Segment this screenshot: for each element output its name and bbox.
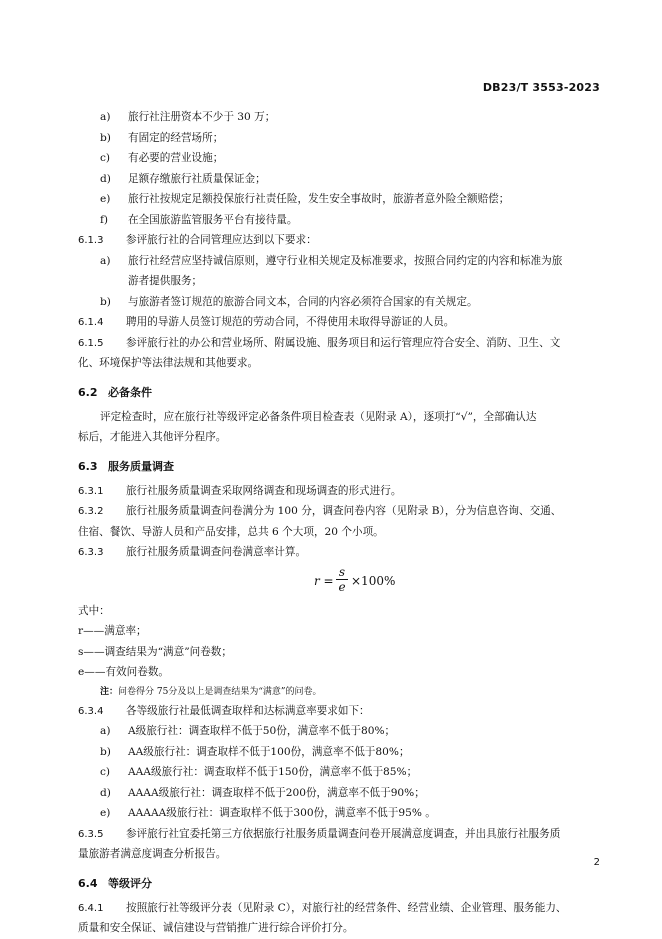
where-item: e——有效问卷数。: [78, 666, 170, 678]
list-item: [78, 251, 604, 272]
item-text: 足额存缴旅行社质量保证金；: [128, 172, 266, 185]
formula-numerator: s: [336, 565, 348, 580]
clause-continuation: 化、环境保护等法律法规和其他要求。: [78, 357, 259, 369]
clause-6-1-3: [78, 230, 604, 251]
where-label: 式中：: [78, 604, 110, 617]
clause-number: 6.1.4: [78, 317, 104, 328]
note-text: 问卷得分 75分及以上是调查结果为“满意”的问卷。: [118, 686, 322, 697]
list-item: [78, 148, 604, 169]
formula-rhs: ×100%: [351, 573, 396, 588]
list-item: [78, 783, 604, 804]
formula-denominator: e: [338, 579, 346, 594]
paragraph-line: 标后，才能进入其他评分程序。: [78, 431, 227, 443]
list-item: [78, 107, 604, 128]
item-mark: a): [100, 725, 111, 737]
item-text: AAA级旅行社：调查取样不低于150份，满意率不低于85%；: [128, 766, 418, 778]
clause-continuation: 质量和安全保证、诚信建设与营销推广进行综合评价打分。: [78, 922, 354, 934]
item-text: 旅行社注册资本不少于 30 万；: [128, 111, 276, 123]
clause-6-1-5: [78, 333, 604, 354]
list-item: [78, 742, 604, 763]
clause-number: 6.3.4: [78, 705, 104, 717]
section-heading-6-2: [78, 379, 604, 407]
section-title: 等级评分: [108, 876, 152, 890]
paragraph-line: 评定检查时，应在旅行社等级评定必备条件项目检查表（见附录 A），逐项打“√”，全部确认达: [100, 410, 537, 423]
item-mark: b): [100, 295, 111, 308]
clause-6-3-3: [78, 542, 604, 563]
item-mark: b): [100, 131, 111, 144]
item-text: 旅行社经营应坚持诚信原则，遵守行业相关规定及标准要求，按照合同约定的内容和标准为旅: [128, 254, 563, 267]
clause-6-4-1: [78, 898, 604, 919]
clause-6-1-4: [78, 312, 604, 333]
clause-text: 按照旅行社等级评分表（见附录 C），对旅行社的经营条件、经营业绩、企业管理、服务能力、: [126, 901, 567, 914]
item-mark: f): [100, 213, 109, 226]
clause-number: 6.1.5: [78, 337, 104, 349]
clause-continuation: 量旅游者满意度调查分析报告。: [78, 848, 227, 860]
clause-text: 旅行社服务质量调查问卷满意率计算。: [126, 546, 307, 558]
clause-6-3-1: [78, 481, 604, 502]
list-item-continuation: 游者提供服务；: [128, 275, 203, 287]
clause-text: 参评旅行社的合同管理应达到以下要求：: [126, 234, 317, 246]
where-item: s——调查结果为“满意”问卷数；: [78, 645, 232, 658]
item-mark: e): [100, 193, 111, 205]
list-item: [78, 189, 604, 210]
clause-6-3-2: [78, 501, 604, 522]
item-mark: d): [100, 786, 111, 799]
section-heading-6-4: [78, 870, 604, 898]
satisfaction-formula: [78, 565, 604, 599]
clause-text: 旅行社服务质量调查问卷满分为 100 分，调查问卷内容（见附录 B），分为信息咨询、交通、: [126, 505, 562, 517]
clause-number: 6.3.1: [78, 485, 104, 497]
item-text: 有必要的营业设施；: [128, 152, 224, 164]
item-text: A级旅行社：调查取样不低于50份，满意率不低于80%；: [128, 725, 396, 737]
list-requirements-a: [78, 107, 604, 230]
item-mark: b): [100, 745, 111, 758]
page-body: [78, 107, 604, 939]
item-text: 有固定的经营场所；: [128, 131, 224, 144]
clause-number: 6.4.1: [78, 902, 104, 914]
item-text: 在全国旅游监管服务平台有接待量。: [128, 213, 298, 226]
clause-6-3-5: [78, 824, 604, 845]
item-mark: c): [100, 152, 111, 164]
section-number: 6.2: [78, 385, 98, 399]
section-number: 6.3: [78, 459, 98, 473]
formula-fraction: [336, 565, 348, 594]
clause-continuation: 住宿、餐饮、导游人员和产品安排，总共 6 个大项，20 个小项。: [78, 525, 384, 538]
item-text: 旅行社按规定足额投保旅行社责任险，发生安全事故时，旅游者意外险全额赔偿；: [128, 193, 510, 205]
clause-number: 6.3.2: [78, 506, 104, 517]
list-item: [78, 169, 604, 190]
section-title: 必备条件: [108, 385, 152, 399]
item-mark: d): [100, 172, 111, 185]
document-code: DB23/T 3553-2023: [482, 81, 600, 94]
list-item: [78, 292, 604, 313]
item-text: AA级旅行社：调查取样不低于100份，满意率不低于80%；: [128, 745, 410, 758]
section-number: 6.4: [78, 876, 98, 890]
section-heading-6-3: [78, 453, 604, 481]
clause-text: 参评旅行社的办公和营业场所、附属设施、服务项目和运行管理应符合安全、消防、卫生、文: [126, 336, 561, 349]
section-title: 服务质量调查: [108, 459, 174, 473]
note-label: 注：: [100, 686, 119, 697]
clause-number: 6.1.3: [78, 235, 104, 246]
item-mark: a): [100, 254, 111, 267]
item-text: AAAA级旅行社：调查取样不低于200份，满意率不低于90%；: [128, 786, 425, 799]
item-mark: c): [100, 766, 111, 778]
clause-text: 旅行社服务质量调查采取网络调查和现场调查的形式进行。: [126, 484, 402, 497]
item-mark: a): [100, 111, 111, 123]
item-mark: e): [100, 807, 111, 819]
list-item: [78, 210, 604, 231]
list-grade-sampling: [78, 721, 604, 824]
list-item: [78, 128, 604, 149]
clause-number: 6.3.5: [78, 828, 104, 840]
item-text: AAAAA级旅行社：调查取样不低于300份，满意率不低于95% 。: [128, 807, 436, 819]
where-item: r——满意率；: [78, 625, 147, 637]
page-number: 2: [593, 857, 600, 868]
clause-text: 各等级旅行社最低调查取样和达标满意率要求如下：: [126, 704, 370, 717]
clause-6-3-4: [78, 701, 604, 722]
list-item: [78, 762, 604, 783]
list-item: [78, 721, 604, 742]
item-text: 与旅游者签订规范的旅游合同文本，合同的内容必须符合国家的有关规定。: [128, 295, 478, 308]
list-contract-requirements: [78, 251, 604, 313]
clause-text: 参评旅行社宜委托第三方依据旅行社服务质量调查问卷开展满意度调查，并出具旅行社服务质: [126, 827, 561, 840]
list-item: [78, 803, 604, 824]
formula-lhs: r =: [314, 573, 334, 588]
clause-text: 聘用的导游人员签订规范的劳动合同，不得使用未取得导游证的人员。: [126, 316, 455, 328]
clause-number: 6.3.3: [78, 547, 104, 558]
note: [78, 683, 604, 701]
